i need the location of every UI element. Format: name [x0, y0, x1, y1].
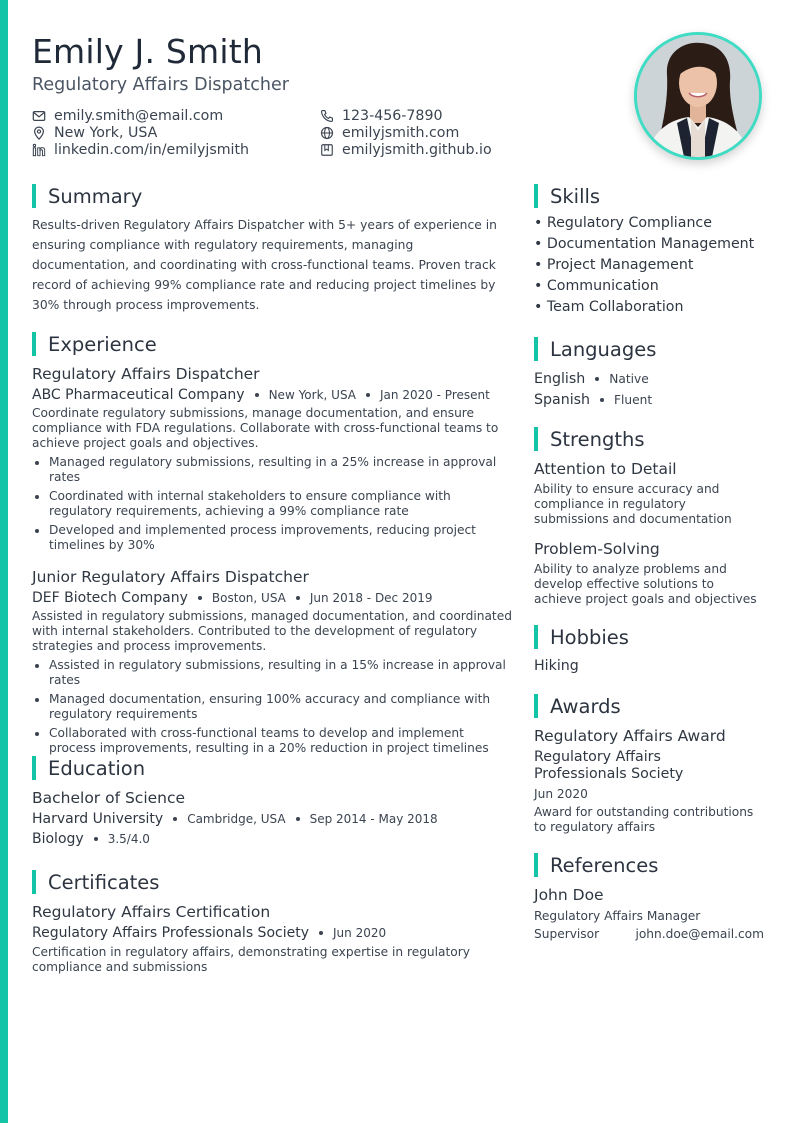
mail-icon — [32, 109, 46, 123]
job-dates: Jan 2020 - Present — [380, 388, 490, 402]
separator-dot — [319, 931, 323, 935]
achievement-item: Coordinated with internal stakeholders to ensure compliance with regulatory requirements, achieving a 99% compliance rate — [32, 489, 512, 519]
achievement-item: Managed regulatory submissions, resulting in a 25% increase in approval rates — [32, 455, 512, 485]
strength-name: Attention to Detail — [534, 460, 677, 478]
certificate-meta — [32, 925, 512, 941]
job-meta — [32, 387, 512, 403]
hobbies-heading: Hobbies — [534, 625, 764, 649]
separator-dot — [255, 393, 259, 397]
reference-relation: Supervisor — [534, 927, 600, 941]
summary-text: Results-driven Regulatory Affairs Dispatcher with 5+ years of experience in ensuring compliance with regulatory requirements, managing documentation, and coordinating with cross-functional teams. Proven track record of achieving 99% compliance rate and reducing project timelines by 30% through process improvements. — [32, 218, 497, 312]
certificates-section — [32, 870, 512, 975]
language-item — [534, 368, 764, 389]
job-dates: Jun 2018 - Dec 2019 — [309, 591, 433, 605]
achievement-item: Managed documentation, ensuring 100% accuracy and compliance with regulatory requirements — [32, 692, 512, 722]
achievement-item: Developed and implemented process improvements, reducing project timelines by 30% — [32, 523, 512, 553]
references-section — [534, 853, 764, 941]
strength-item — [534, 540, 764, 607]
experience-item — [32, 365, 512, 553]
award-name: Regulatory Affairs Award — [534, 727, 726, 745]
linkedin-text: linkedin.com/in/emilyjsmith — [54, 142, 250, 158]
skills-list — [534, 213, 764, 318]
reference-contact-row — [534, 927, 764, 941]
summary-section — [32, 184, 512, 315]
candidate-role: Regulatory Affairs Dispatcher — [32, 75, 289, 95]
map-pin-icon — [32, 126, 46, 140]
skills-heading: Skills — [534, 184, 764, 208]
reference-email[interactable]: john.doe@email.com — [635, 927, 764, 941]
summary-heading: Summary — [32, 184, 512, 208]
contact-website[interactable] — [320, 125, 459, 141]
candidate-name: Emily J. Smith — [32, 32, 263, 71]
reference-position: Regulatory Affairs Manager — [534, 909, 701, 923]
skill-item: • Regulatory Compliance — [534, 215, 712, 231]
github-text: emilyjsmith.github.io — [342, 142, 492, 158]
website-text: emilyjsmith.com — [342, 125, 460, 141]
certificate-description: Certification in regulatory affairs, demonstrating expertise in regulatory compliance and submissions — [32, 945, 470, 974]
references-heading: References — [534, 853, 764, 877]
contact-email[interactable] — [32, 108, 223, 124]
languages-heading: Languages — [534, 337, 764, 361]
contact-location — [32, 125, 157, 141]
email-text: emily.smith@email.com — [54, 108, 224, 124]
separator-dot — [296, 596, 300, 600]
job-achievements — [32, 455, 512, 553]
experience-section — [32, 332, 512, 756]
separator-dot — [296, 817, 300, 821]
job-title: Junior Regulatory Affairs Dispatcher — [32, 568, 309, 586]
education-dates: Sep 2014 - May 2018 — [309, 812, 438, 826]
job-description: Coordinate regulatory submissions, manage documentation, and ensure compliance with FDA regulations. Collaborate with cross-functional teams to achieve project goals and objectives. — [32, 406, 499, 450]
language-level: Fluent — [614, 392, 653, 407]
job-description: Assisted in regulatory submissions, managed documentation, and coordinated with internal stakeholders. Contributed to the development of regulatory strategies and process improvements. — [32, 609, 512, 653]
award-issuer: Regulatory Affairs Professionals Society — [534, 749, 684, 782]
profile-photo — [634, 32, 762, 160]
avatar-portrait — [637, 35, 759, 157]
accent-bar — [0, 0, 8, 1123]
strength-description: Ability to ensure accuracy and compliance in regulatory submissions and documentation — [534, 482, 732, 526]
separator-dot — [173, 817, 177, 821]
contact-github[interactable] — [320, 142, 492, 158]
degree-title: Bachelor of Science — [32, 789, 186, 807]
skill-item: • Team Collaboration — [534, 299, 684, 315]
strengths-section — [534, 427, 764, 607]
school-name: Harvard University — [32, 811, 164, 827]
school-location: Cambridge, USA — [187, 812, 286, 826]
contact-linkedin[interactable] — [32, 142, 249, 158]
strengths-heading: Strengths — [534, 427, 764, 451]
certificates-heading: Certificates — [32, 870, 512, 894]
certificate-date: Jun 2020 — [333, 926, 387, 940]
education-heading: Education — [32, 756, 512, 780]
separator-dot — [595, 377, 599, 381]
language-item — [534, 389, 764, 410]
globe-icon — [320, 126, 334, 140]
skills-section — [534, 184, 764, 318]
education-section — [32, 756, 512, 847]
language-level: Native — [609, 371, 649, 386]
award-description: Award for outstanding contributions to regulatory affairs — [534, 805, 754, 834]
contact-phone[interactable] — [320, 108, 443, 124]
job-title: Regulatory Affairs Dispatcher — [32, 365, 260, 383]
achievement-item: Collaborated with cross-functional teams to develop and implement process improvements, resulting in a 20% reduction in project timelines — [32, 726, 512, 756]
bookmark-icon — [320, 143, 334, 157]
separator-dot — [366, 393, 370, 397]
job-location: New York, USA — [268, 388, 356, 402]
skill-item: • Project Management — [534, 257, 694, 273]
strength-description: Ability to analyze problems and develop effective solutions to achieve project goals and objectives — [534, 562, 757, 606]
certificate-name: Regulatory Affairs Certification — [32, 903, 271, 921]
hobbies-section — [534, 625, 764, 677]
certificate-issuer: Regulatory Affairs Professionals Society — [32, 925, 309, 941]
experience-heading: Experience — [32, 332, 512, 356]
job-company: DEF Biotech Company — [32, 590, 188, 606]
separator-dot — [94, 837, 98, 841]
experience-item — [32, 568, 512, 756]
gpa: 3.5/4.0 — [107, 832, 150, 846]
languages-section — [534, 337, 764, 410]
phone-text: 123-456-7890 — [342, 108, 443, 124]
award-date: Jun 2020 — [534, 787, 588, 801]
resume-page — [32, 0, 762, 1123]
separator-dot — [198, 596, 202, 600]
hobby-item: Hiking — [534, 658, 579, 674]
awards-heading: Awards — [534, 694, 764, 718]
language-name: English — [534, 370, 586, 387]
strength-item — [534, 460, 764, 527]
job-location: Boston, USA — [211, 591, 286, 605]
location-text: New York, USA — [54, 125, 158, 141]
skill-item: • Communication — [534, 278, 659, 294]
phone-icon — [320, 109, 334, 123]
achievement-item: Assisted in regulatory submissions, resulting in a 15% increase in approval rates — [32, 658, 512, 688]
education-field-meta — [32, 831, 512, 847]
job-achievements — [32, 658, 512, 756]
reference-name: John Doe — [534, 886, 604, 904]
separator-dot — [600, 398, 604, 402]
job-company: ABC Pharmaceutical Company — [32, 387, 245, 403]
skill-item: • Documentation Management — [534, 236, 755, 252]
job-meta — [32, 590, 512, 606]
strength-name: Problem-Solving — [534, 540, 660, 558]
languages-list — [534, 368, 764, 410]
education-meta — [32, 811, 512, 827]
awards-section — [534, 694, 764, 835]
linkedin-icon — [32, 143, 46, 157]
field-of-study: Biology — [32, 831, 84, 847]
language-name: Spanish — [534, 391, 591, 408]
